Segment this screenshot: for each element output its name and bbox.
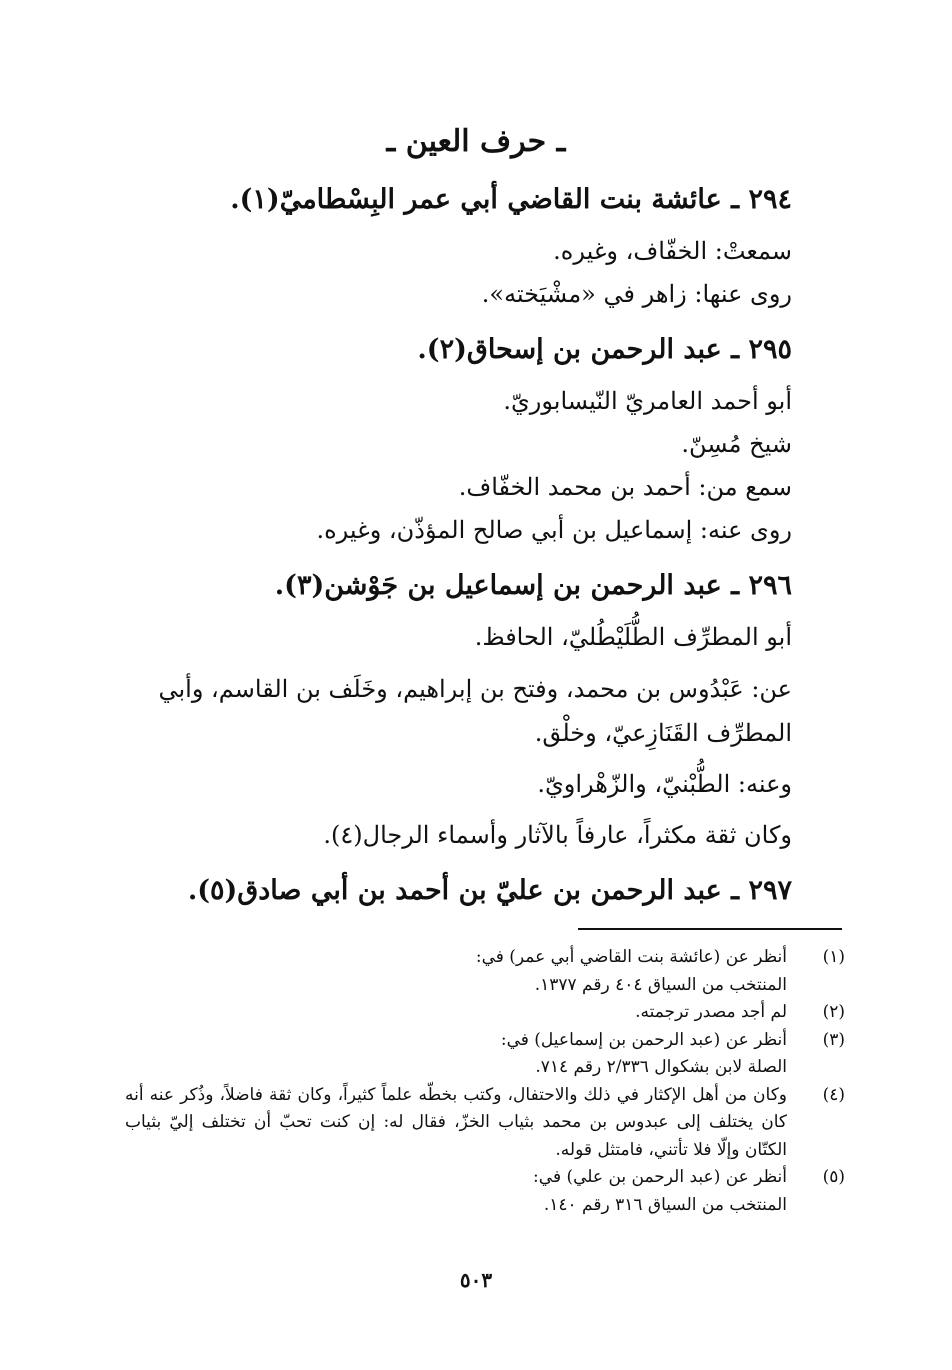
- footnote-line: المنتخب من السياق ٣١٦ رقم ١٤٠.: [543, 1194, 787, 1215]
- entry-line: روى عنها: زاهر في «مشْيَخته».: [481, 280, 792, 308]
- footnote-line: أنظر عن (عبد الرحمن بن علي) في:: [533, 1167, 787, 1187]
- footnote-line: الصلة لابن بشكوال ٢/٣٣٦ رقم ٧١٤.: [535, 1057, 787, 1077]
- footnote-1: [125, 944, 845, 999]
- entry-line: عن: عَبْدُوس بن محمد، وفتح بن إبراهيم، وخَلَف بن القاسم، وأبي المطرِّف القَنَازِعيّ، وخلْق.: [158, 675, 792, 747]
- entry-line: سمعتْ: الخفّاف، وغيره.: [553, 237, 792, 265]
- footnote-text: وكان من أهل الإكثار في ذلك والاحتفال، وكتب بخطّه علماً كثيراً، وكان ثقة فاضلاً، وذُكر عنه أنه كان يختلف إلى عبدوس بن محمد بثياب الخزّ، فقال له: إن كنت تحبّ أن تختلف إليّ بثياب الكتّان وإلّا فلا تأتني، فامتثل قوله.: [125, 1084, 787, 1160]
- entry-line: سمع من: أحمد بن محمد الخفّاف.: [458, 473, 792, 501]
- page-number: ٥٠٣: [459, 1268, 493, 1292]
- footnote-3: [125, 1027, 845, 1082]
- footnote-number: (٤): [822, 1084, 845, 1105]
- footnote-5: [125, 1164, 845, 1219]
- entry-line: أبو أحمد العامريّ النّيسابوريّ.: [503, 387, 792, 415]
- entry-line: شيخ مُسِنّ.: [681, 430, 792, 458]
- footnote-line: أنظر عن (عبد الرحمن بن إسماعيل) في:: [500, 1029, 787, 1050]
- entry-line: أبو المطرِّف الطُّلَيْطُليّ، الحافظ.: [474, 623, 792, 651]
- footnote-separator: [578, 928, 842, 930]
- entry-heading-294: ٢٩٤ ـ عائشة بنت القاضي أبي عمر البِسْطاميّ(١).: [230, 184, 792, 215]
- footnotes: [125, 944, 845, 1219]
- footnote-4: [125, 1082, 845, 1165]
- entry-line: وكان ثقة مكثراً، عارفاً بالآثار وأسماء الرجال(٤).: [323, 821, 792, 849]
- main-text: [120, 178, 792, 913]
- footnote-line: لم أجد مصدر ترجمته.: [635, 1002, 787, 1022]
- chapter-title: ـ حرف العين ـ: [386, 124, 566, 159]
- entry-heading-295: ٢٩٥ ـ عبد الرحمن بن إسحاق(٢).: [417, 334, 792, 365]
- entry-heading-297: ٢٩٧ ـ عبد الرحمن بن عليّ بن أحمد بن أبي صادق(٥).: [187, 875, 792, 906]
- entry-heading-296: ٢٩٦ ـ عبد الرحمن بن إسماعيل بن جَوْشن(٣).: [274, 570, 792, 601]
- footnote-2: [125, 999, 845, 1027]
- footnote-number: (٢): [822, 1002, 845, 1022]
- footnote-line: المنتخب من السياق ٤٠٤ رقم ١٣٧٧.: [534, 974, 787, 995]
- entry-line: وعنه: الطُّبْنيّ، والزّهْراويّ.: [537, 770, 792, 798]
- footnote-line: أنظر عن (عائشة بنت القاضي أبي عمر) في:: [475, 947, 787, 967]
- entry-line: روى عنه: إسماعيل بن أبي صالح المؤذّن، وغيره.: [316, 516, 792, 544]
- footnote-number: (١): [822, 947, 845, 967]
- footnote-number: (٥): [822, 1167, 845, 1187]
- footnote-number: (٣): [822, 1029, 845, 1050]
